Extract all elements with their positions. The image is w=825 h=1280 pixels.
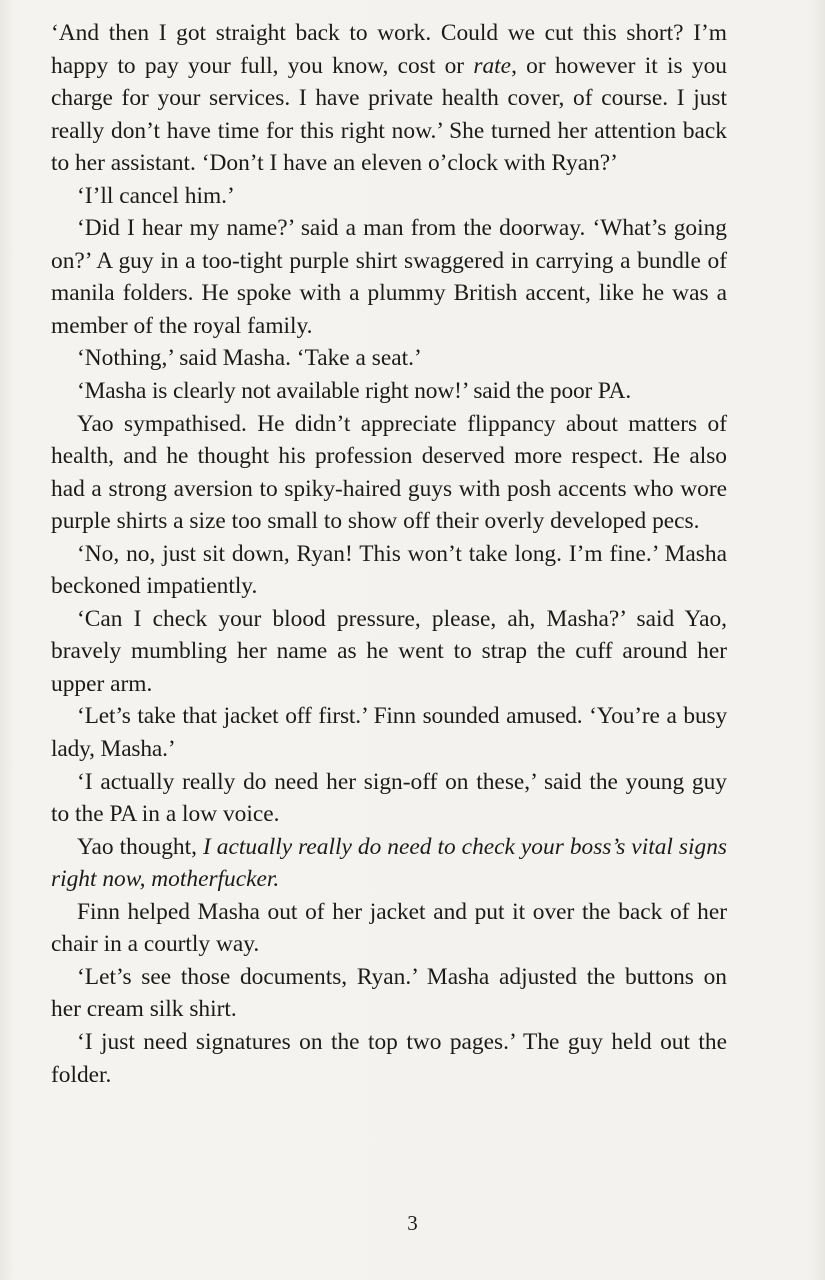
paragraph: ‘No, no, just sit down, Ryan! This won’t take long. I’m fine.’ Masha beckoned impatiently. — [51, 540, 727, 600]
paragraph: Yao thought, I actually really do need to check your boss’s vital signs right now, motherfucker. — [51, 833, 727, 893]
paragraph: ‘Can I check your blood pressure, please, ah, Masha?’ said Yao, bravely mumbling her name as he went to strap the cuff around her upper arm. — [51, 605, 727, 697]
body-text — [51, 17, 727, 1091]
paragraph: ‘Did I hear my name?’ said a man from the doorway. ‘What’s going on?’ A guy in a too-tight purple shirt swaggered in carrying a bundle of manila folders. He spoke with a plummy British accent, like he was a member of the royal family. — [51, 215, 727, 339]
paragraph: ‘Masha is clearly not available right now!’ said the poor PA. — [77, 378, 632, 405]
paragraph: ‘I actually really do need her sign-off on these,’ said the young guy to the PA in a low voice. — [51, 768, 727, 828]
paragraph: ‘Nothing,’ said Masha. ‘Take a seat.’ — [77, 345, 422, 372]
paragraph: ‘And then I got straight back to work. Could we cut this short? I’m happy to pay your full, you know, cost or rate, or however it is you charge for your services. I have private health cover, of course. I just really don’t have time for this right now.’ She turned her attention back to her assistant. ‘Don’t I have an eleven o’clock with Ryan?’ — [51, 20, 727, 177]
paragraph: ‘Let’s see those documents, Ryan.’ Masha adjusted the buttons on her cream silk shirt. — [51, 963, 727, 1023]
paragraph: ‘I’ll cancel him.’ — [77, 182, 235, 209]
page-number: 3 — [407, 1211, 418, 1235]
paragraph: ‘Let’s take that jacket off first.’ Finn sounded amused. ‘You’re a busy lady, Masha.’ — [51, 703, 727, 763]
paragraph: ‘I just need signatures on the top two pages.’ The guy held out the folder. — [51, 1028, 727, 1088]
paragraph: Finn helped Masha out of her jacket and put it over the back of her chair in a courtly way. — [51, 898, 727, 958]
paragraph: Yao sympathised. He didn’t appreciate flippancy about matters of health, and he thought his profession deserved more respect. He also had a strong aversion to spiky-haired guys with posh accents who wore purple shirts a size too small to show off their overly developed pecs. — [51, 410, 727, 535]
